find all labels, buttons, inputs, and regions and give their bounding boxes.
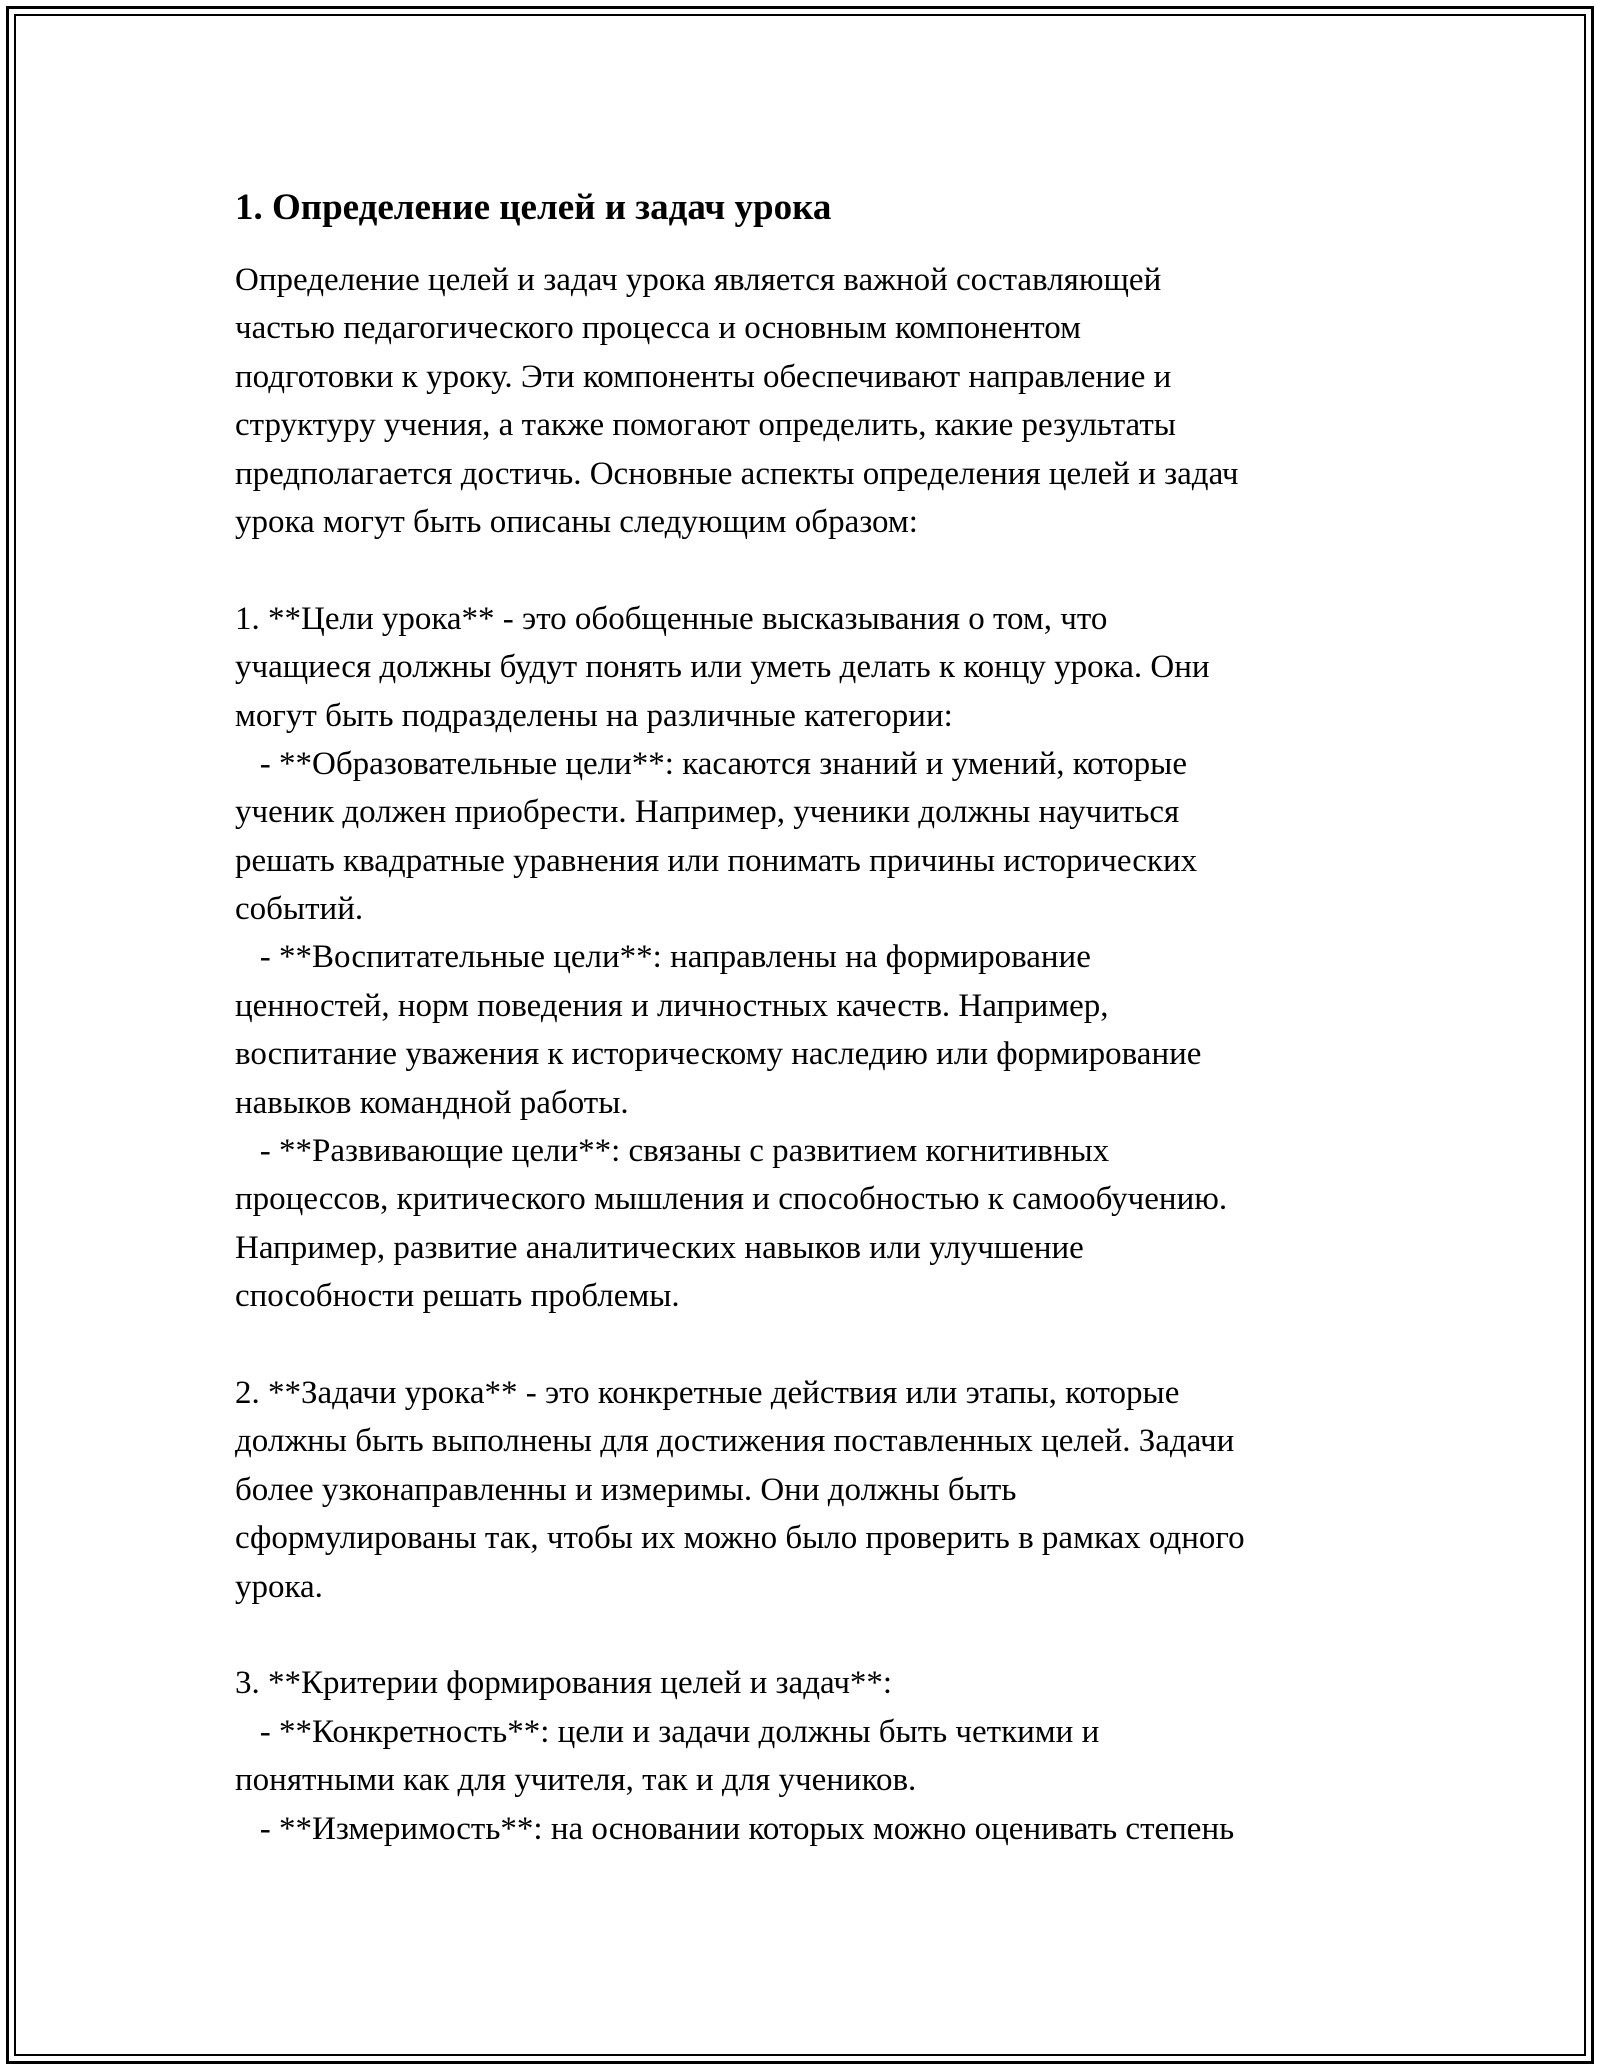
text-line: - **Образовательные цели**: касаются знаний и умений, которые — [235, 745, 1187, 782]
section-text — [235, 256, 1385, 1853]
text-line: предполагается достичь. Основные аспекты определения целей и задач — [235, 455, 1239, 492]
text-line: процессов, критического мышления и способностью к самообучению. — [235, 1181, 1228, 1218]
document-body — [235, 184, 1385, 1853]
text-line — [235, 546, 1385, 594]
text-line: понятными как для учителя, так и для учеников. — [235, 1762, 917, 1799]
text-line: подготовки к уроку. Эти компоненты обеспечивают направление и — [235, 358, 1172, 395]
text-line — [235, 1611, 1385, 1659]
text-line: ценностей, норм поведения и личностных качеств. Например, — [235, 987, 1109, 1024]
text-line: 1. **Цели урока** - это обобщенные высказывания о том, что — [235, 600, 1108, 637]
text-line: - **Измеримость**: на основании которых можно оценивать степень — [235, 1810, 1235, 1847]
text-line: должны быть выполнены для достижения поставленных целей. Задачи — [235, 1423, 1235, 1460]
text-line: учащиеся должны будут понять или уметь делать к концу урока. Они — [235, 649, 1210, 686]
text-line: решать квадратные уравнения или понимать причины исторических — [235, 842, 1198, 879]
text-line: воспитание уважения к историческому наследию или формирование — [235, 1036, 1202, 1073]
text-line: - **Конкретность**: цели и задачи должны быть четкими и — [235, 1713, 1100, 1750]
text-line: навыков командной работы. — [235, 1084, 629, 1121]
text-line: 2. **Задачи урока** - это конкретные действия или этапы, которые — [235, 1374, 1180, 1411]
text-line: ученик должен приобрести. Например, ученики должны научиться — [235, 794, 1180, 831]
text-line: 3. **Критерии формирования целей и задач**: — [235, 1665, 893, 1702]
text-line: частью педагогического процесса и основным компонентом — [235, 310, 1081, 347]
text-line: сформулированы так, чтобы их можно было проверить в рамках одного — [235, 1520, 1245, 1557]
text-line: - **Развивающие цели**: связаны с развитием когнитивных — [235, 1133, 1110, 1170]
text-line — [235, 1321, 1385, 1369]
text-line: Определение целей и задач урока является важной составляющей — [235, 262, 1162, 298]
text-line: более узконаправленны и измеримы. Они должны быть — [235, 1471, 1017, 1508]
text-line: урока могут быть описаны следующим образом: — [235, 503, 918, 540]
text-line: структуру учения, а также помогают определить, какие результаты — [235, 407, 1176, 444]
text-line: событий. — [235, 891, 364, 928]
text-line: Например, развитие аналитических навыков или улучшение — [235, 1229, 1084, 1266]
text-line: - **Воспитательные цели**: направлены на формирование — [235, 939, 1091, 976]
text-line: способности решать проблемы. — [235, 1278, 680, 1315]
section-heading: 1. Определение целей и задач урока — [235, 187, 832, 228]
text-line: урока. — [235, 1568, 323, 1605]
text-line: могут быть подразделены на различные категории: — [235, 697, 953, 734]
